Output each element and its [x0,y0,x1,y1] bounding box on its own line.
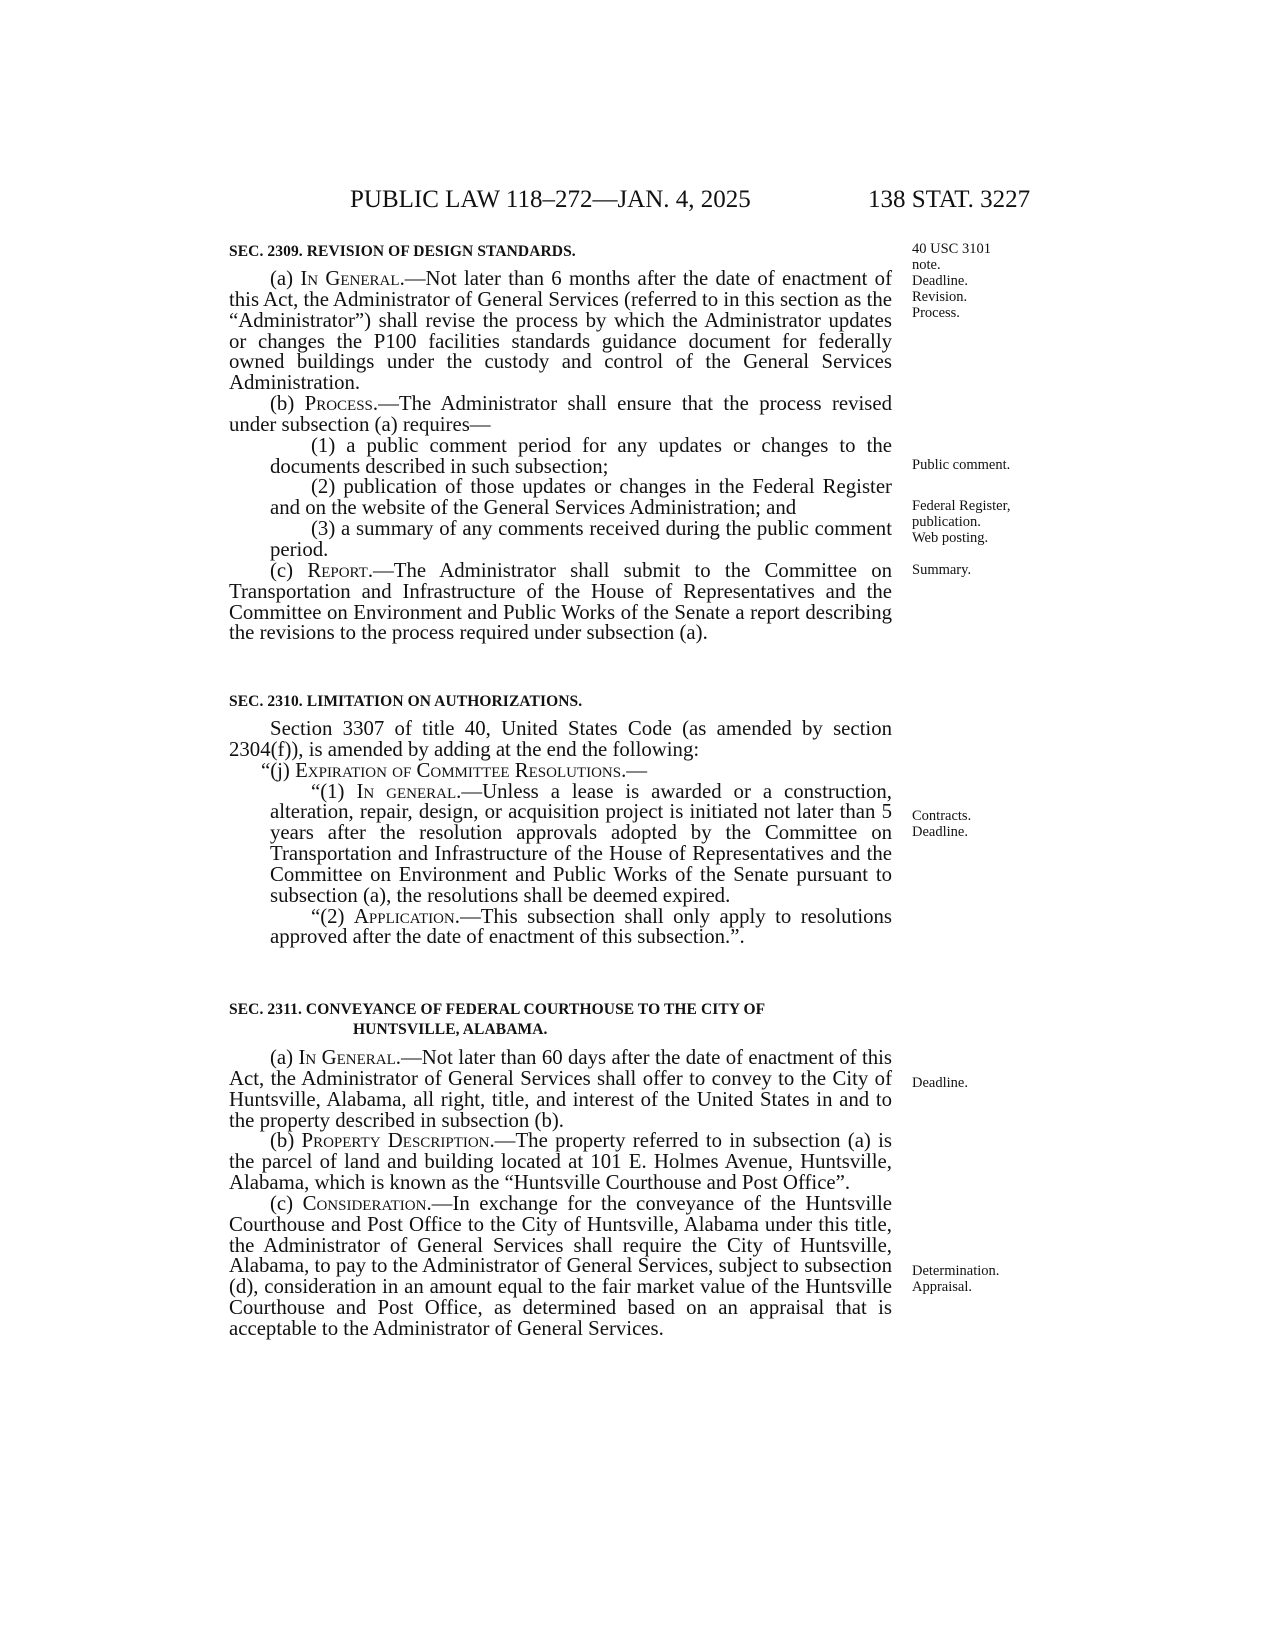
section-2311 [229,1000,892,1340]
section-2310-intro: Section 3307 of title 40, United States Code (as amended by section 2304(f)), is amended by adding at the end the following: [229,717,892,761]
subsection-a: (a) In General.—Not later than 6 months after the date of enactment of this Act, the Administrator of General Services (referred to in this section as the “Administrator”) shall revise the process by which the Administrator updates or changes the P100 facilities standards guidance document for federally owned buildings under the custody and control of the General Services Administration. [229,267,893,395]
margin-note-2309: 40 USC 3101 note. Deadline. Revision. Process. [912,241,991,321]
subsection-c: (c) Report.—The Administrator shall submit to the Committee on Transportation and Infrastructure of the House of Representatives and the Committee on Environment and Public Works of the Senate a report describing the revisions to the process required under subsection (a). [229,558,892,645]
margin-note-federal-register: Federal Register, publication. Web posting. [912,498,1011,546]
quoted-paragraph-1: “(1) In general.—Unless a lease is awarded or a construction, alteration, repair, design, or acquisition project is initiated not later than 5 years after the resolution approvals adopted by the Committee on Transportation and Infrastructure of the House of Representatives and the Committee on Environment and Public Works of the Senate pursuant to subsection (a), the resolutions shall be deemed expired. [270,779,893,907]
margin-note-deadline: Deadline. [912,1075,968,1091]
margin-note-contracts: Contracts. Deadline. [912,808,972,840]
section-heading: SEC. 2311. CONVEYANCE OF FEDERAL COURTHOUSE TO THE CITY OF HUNTSVILLE, ALABAMA. [229,1001,766,1038]
running-header-left: PUBLIC LAW 118–272—JAN. 4, 2025 [350,186,751,213]
margin-note-determination: Determination. Appraisal. [912,1263,1000,1295]
subsection-a: (a) In General.—Not later than 60 days after the date of enactment of this Act, the Administrator of General Services shall offer to convey to the City of Huntsville, Alabama, all right, title, and interest of the United States in and to the property described in subsection (b). [229,1046,892,1132]
subsection-b: (b) Property Description.—The property referred to in subsection (a) is the parcel of land and building located at 101 E. Holmes Avenue, Huntsville, Alabama, which is known as the “Huntsville Courthouse and Post Office”. [229,1129,892,1195]
section-2310 [229,692,892,948]
subsection-c: (c) Consideration.—In exchange for the conveyance of the Huntsville Courthouse and Post Office to the City of Huntsville, Alabama under this title, the Administrator of General Services shall require the City of Huntsville, Alabama, to pay to the Administrator of General Services, subject to subsection (d), consideration in an amount equal to the fair market value of the Huntsville Courthouse and Post Office, as determined based on an appraisal that is acceptable to the Administrator of General Services. [229,1191,893,1340]
paragraph-2: (2) publication of those updates or changes in the Federal Register and on the website of the General Services Administration; and [270,475,892,520]
margin-note-summary: Summary. [912,562,972,578]
section-2309 [229,242,892,644]
section-heading: SEC. 2310. LIMITATION ON AUTHORIZATIONS. [229,693,583,710]
margin-note-public-comment: Public comment. [912,457,1011,473]
paragraph-3: (3) a summary of any comments received during the public comment period. [270,517,892,561]
running-header-right: 138 STAT. 3227 [868,186,1031,213]
subsection-b: (b) Process.—The Administrator shall ensure that the process revised under subsection (a) requires— [229,392,893,436]
quoted-paragraph-2: “(2) Application.—This subsection shall only apply to resolutions approved after the date of enactment of this subsection.”. [270,904,892,949]
quoted-subsection-j: “(j) Expiration of Committee Resolutions.— [261,758,648,782]
section-heading: SEC. 2309. REVISION OF DESIGN STANDARDS. [229,243,576,260]
paragraph-1: (1) a public comment period for any updates or changes to the documents described in such subsection; [270,433,892,478]
